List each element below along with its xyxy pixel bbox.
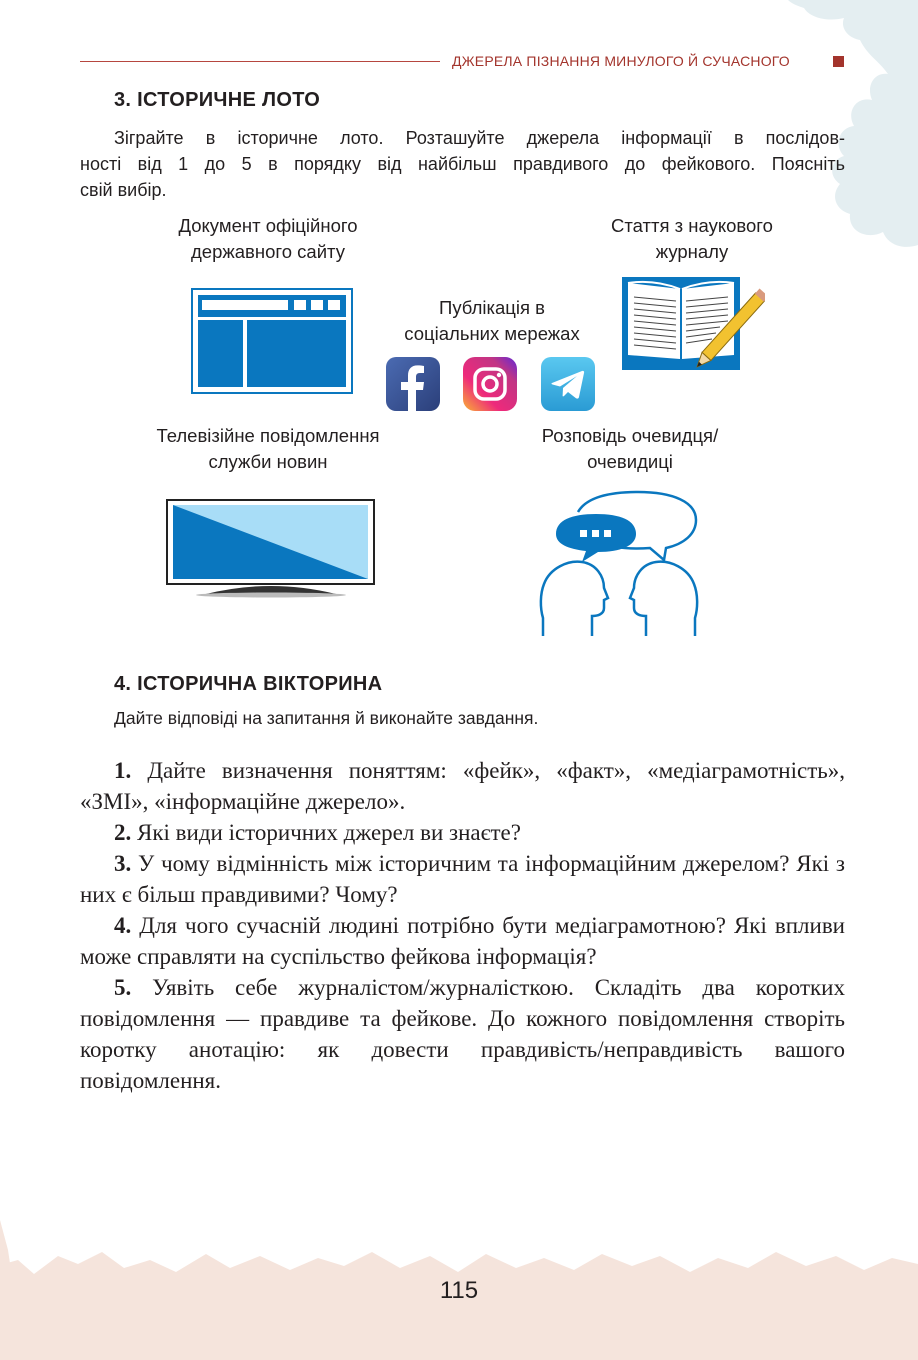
open-book-pencil-icon [620, 275, 765, 377]
label-tv-news [118, 423, 418, 475]
telegram-icon [541, 357, 595, 411]
question-text: Які види історичних джерел ви знаєте? [137, 820, 521, 845]
label-line: Стаття з наукового [611, 215, 773, 236]
label-line: Документ офіційного [178, 215, 358, 236]
label-line: Розповідь очевидця/ [541, 425, 719, 446]
dialogue-heads-icon [538, 490, 703, 638]
intro-line: свій вибір. [80, 180, 167, 200]
label-line: Телевізійне повідомлення [156, 425, 380, 446]
question-text: Дайте визначення поняттям: «фейк», «факт», «медіаграмотність», «ЗМІ», «інформаційне джерело». [80, 758, 846, 814]
question-text: У чому відмінність між історичним та інформаційним джерелом? Які з них є більш правдивими? Чому? [80, 851, 845, 907]
section-3-intro [80, 125, 845, 203]
instagram-icon [463, 357, 517, 411]
quiz-questions [80, 755, 845, 1096]
question-item [80, 972, 845, 1096]
label-line: соціальних мережах [404, 323, 580, 344]
label-line: очевидиці [587, 451, 673, 472]
label-official-site [138, 213, 398, 265]
facebook-icon [386, 357, 440, 411]
label-line: служби новин [208, 451, 328, 472]
question-item [80, 755, 845, 817]
browser-window-icon [191, 288, 353, 394]
intro-line: Зіграйте в історичне лото. Розташуйте джерела інформації в послідов- [114, 128, 845, 148]
label-line: Публікація в [439, 297, 545, 318]
question-number: 3. [114, 851, 132, 876]
label-eyewitness [500, 423, 760, 475]
section-4-title: 4. ІСТОРИЧНА ВІКТОРИНА [114, 673, 383, 695]
section-4-instruction: Дайте відповіді на запитання й виконайте завдання. [114, 708, 539, 728]
running-header: ДЖЕРЕЛА ПІЗНАННЯ МИНУЛОГО Й СУЧАСНОГО [452, 53, 790, 69]
label-journal-article [572, 213, 812, 265]
question-number: 5. [114, 975, 132, 1000]
section-3-title: 3. ІСТОРИЧНЕ ЛОТО [114, 89, 321, 111]
label-line: журналу [655, 241, 729, 262]
question-number: 2. [114, 820, 132, 845]
page-number: 115 [439, 1277, 479, 1304]
header-square-marker [833, 56, 844, 67]
tv-icon [166, 498, 376, 598]
question-number: 1. [114, 758, 132, 783]
header-rule [80, 61, 440, 62]
question-item [80, 848, 845, 910]
question-item [80, 817, 845, 848]
label-social-media [372, 295, 612, 347]
question-number: 4. [114, 913, 132, 938]
intro-line: ності від 1 до 5 в порядку від найбільш правдивого до фейкового. Поясніть [80, 154, 845, 174]
question-text: Для чого сучасній людині потрібно бути медіаграмотною? Які впливи може справляти на суспільство фейкова інформація? [80, 913, 845, 969]
label-line: державного сайту [191, 241, 345, 262]
question-item [80, 910, 845, 972]
question-text: Уявіть себе журналістом/журналісткою. Складіть два коротких повідомлення — правдиве та фейкове. До кожного повідомлення створіть коротку анотацію: як довести правдивість/неправдивість вашого повідомлення. [80, 975, 845, 1093]
